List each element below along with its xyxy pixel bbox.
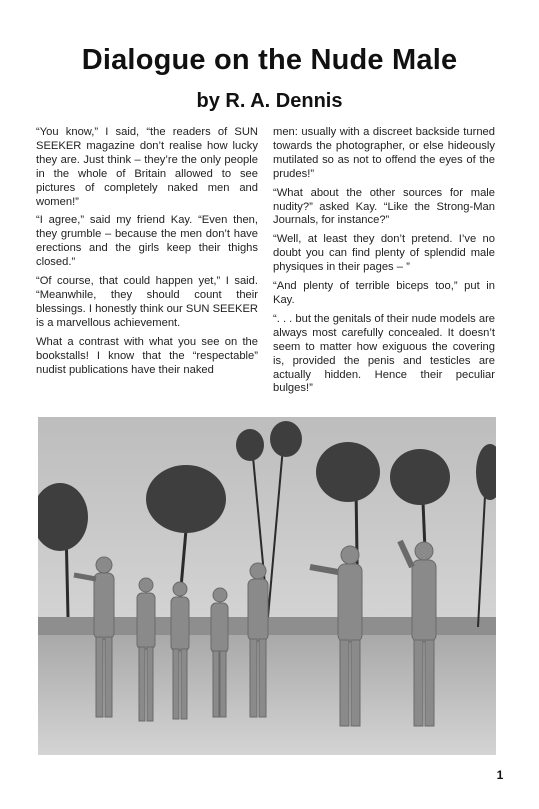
paragraph: men: usually with a discreet backside turned towards the photographer, or else hideously mutilated so as not to offend the eyes of the prudes!” <box>273 126 495 180</box>
photo-illustration <box>38 417 496 755</box>
text-column-right <box>273 126 495 401</box>
paragraph: “Of course, that could happen yet,” I said. “Meanwhile, they should count their blessings. I honestly think our SUN SEEKER is a marvellous achievement. <box>36 275 258 329</box>
paragraph: “Well, at least they don’t pretend. I’ve no doubt you can find plenty of splendid male physiques in their pages – ” <box>273 233 495 274</box>
article-title: Dialogue on the Nude Male <box>81 44 458 76</box>
paragraph: “You know,” I said, “the readers of SUN SEEKER magazine don’t realise how lucky they are. Just think – they’re the only people in the whole of Britain allowed to see pictures of completely naked men and women!” <box>36 126 258 208</box>
paragraph: “What about the other sources for male nudity?” asked Kay. “Like the Strong-Man Journals, for instance?” <box>273 186 495 227</box>
paragraph: “I agree,” said my friend Kay. “Even then, they grumble – because the men don’t have erections and the girls keep their thighs closed.” <box>36 214 258 269</box>
paragraph: What a contrast with what you see on the bookstalls! I know that the “respectable” nudist publications have their naked <box>36 335 258 376</box>
beach-photograph <box>38 417 496 755</box>
article-byline: by R. A. Dennis <box>196 90 343 112</box>
paragraph: “. . . but the genitals of their nude models are always most carefully concealed. It doesn’t seem to matter how exiguous the covering is, provided the penis and testicles are actually hidden. Hence their peculiar bulges!” <box>273 312 496 395</box>
page-number: 1 <box>496 768 504 782</box>
text-column-left <box>36 126 258 382</box>
paragraph: “And plenty of terrible biceps too,” put in Kay. <box>273 280 495 306</box>
